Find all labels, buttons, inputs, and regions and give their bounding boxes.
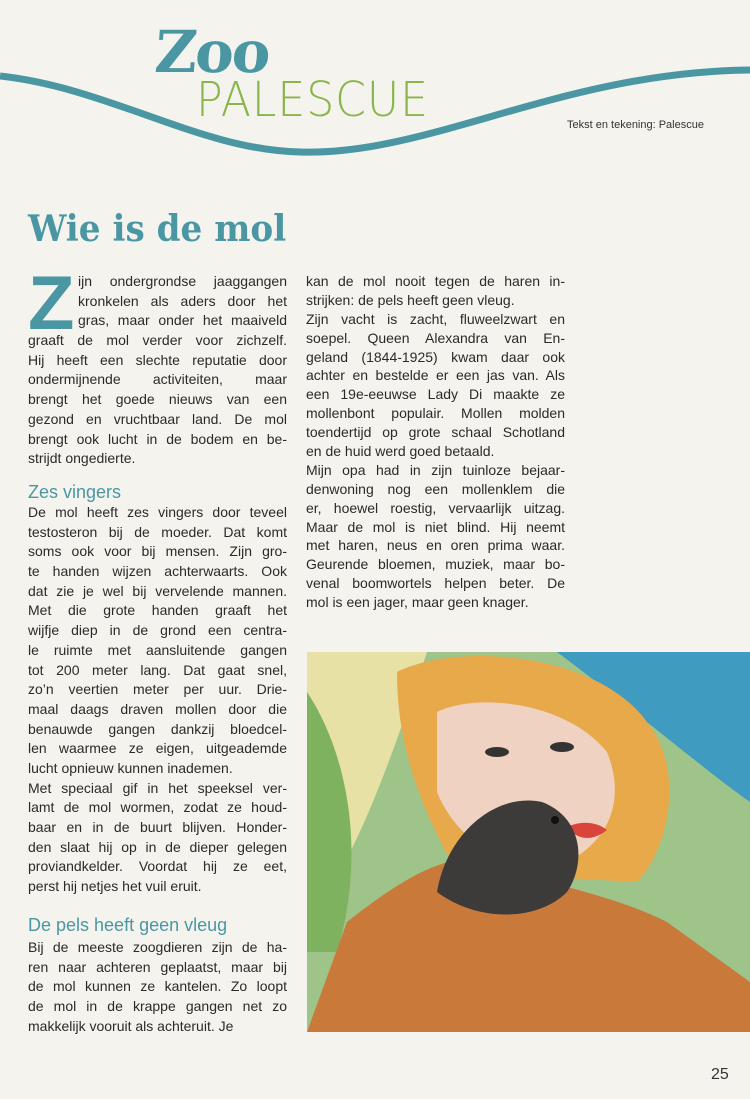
text-line: Zijn vacht is zacht, fluweelzwart en: [306, 310, 565, 327]
text-line: er, hoewel roestig, vervaarlijk uitzag.: [306, 499, 565, 516]
text-line: soepel. Queen Alexandra van En-: [306, 329, 565, 346]
text-line: soms ook voor bij mensen. Zijn gro-: [28, 543, 287, 560]
text-line: Geurende bloemen, muziek, maar bo-: [306, 556, 565, 573]
text-line: lucht opnieuw kunnen inademen.: [28, 759, 233, 776]
text-line: brengt het goede nieuws van een: [28, 391, 287, 408]
text-line: een 19e-eeuwse Lady Di maakte ze: [306, 386, 565, 403]
section-pels-right: [306, 272, 565, 612]
page-number: 25: [711, 1066, 729, 1083]
heading-pels: De pels heeft geen vleug: [28, 915, 228, 935]
text-line: ondermijnende activiteiten, maar: [28, 371, 287, 388]
text-line: dat zie je wel bij vervelende mannen.: [28, 582, 287, 599]
logo-zoo: Zoo: [152, 18, 272, 86]
text-line: achter en bestelde er een jas van. Als: [306, 367, 565, 384]
text-line: strijken: de pels heeft geen vleug.: [306, 291, 515, 308]
text-line: tot 200 meter lang. Dat gaat snel,: [28, 661, 287, 678]
credit-line: Tekst en tekening: Palescue: [567, 119, 704, 131]
text-line: kronkelen als aders door het: [78, 292, 287, 309]
text-line: venal boomwortels helpen beter. De: [306, 575, 565, 592]
text-line: Met speciaal gif in het speeksel ver-: [28, 779, 287, 796]
text-line: de mol kunnen ze kantelen. Zo loopt: [28, 978, 287, 995]
text-line: maal daags draven mollen door die: [28, 700, 287, 717]
text-line: denwoning nog een mollenklem die: [306, 480, 565, 497]
text-line: toendertijd op grote schaal Schotland: [306, 424, 565, 441]
text-line: brengt ook lucht in de bodem en be-: [28, 430, 287, 447]
text-line: en de huid werd goed betaald.: [306, 443, 495, 460]
text-line: Hij heeft een slechte reputatie door: [28, 351, 287, 368]
text-line: gezond en vruchtbaar land. De mol: [28, 410, 287, 427]
text-line: De mol heeft zes vingers door teveel: [28, 504, 287, 520]
text-line: lamt de mol wormen, zodat ze houd-: [28, 799, 287, 816]
text-line: geland (1844-1925) kwam daar ook: [306, 348, 565, 365]
article-title: Wie is de mol: [28, 208, 287, 250]
text-line: Mijn opa had in zijn tuinloze bejaar-: [306, 461, 565, 478]
text-line: makkelijk vooruit als achteruit. Je: [28, 1017, 234, 1034]
text-line: gras, maar onder het maaiveld: [78, 312, 287, 329]
text-line: ren naar achteren geplaatst, maar bij: [28, 958, 287, 975]
text-line: strijdt ongedierte.: [28, 450, 136, 467]
text-line: mollenbont populair. Mollen molden: [306, 405, 565, 422]
text-line: len waarmee ze eigen, uitgeademde: [28, 740, 287, 757]
text-line: le ruimte met aansluitende gangen: [28, 641, 287, 658]
text-line: Maar de mol is niet blind. Hij neemt: [306, 518, 565, 535]
text-line: met haren, neus en oren prima waar.: [306, 537, 565, 554]
text-line: te handen wijzen achterwaarts. Ook: [28, 563, 287, 580]
text-line: perst hij netjes het vuil eruit.: [28, 878, 202, 895]
text-line: wijfje diep in de grond een centra-: [28, 622, 287, 639]
text-line: benauwde gangen dankzij bloedcel-: [28, 720, 287, 737]
text-line: zo’n veertien meter per uur. Drie-: [28, 681, 287, 698]
section-pels-left: [28, 938, 287, 1036]
mole-illustration: [307, 652, 750, 1032]
section-zes-vingers: [28, 503, 287, 897]
text-line: Met die grote handen graaft het: [28, 602, 287, 619]
drop-cap: Z: [28, 261, 75, 346]
text-line: kan de mol nooit tegen de haren in-: [306, 273, 565, 289]
text-line: de mol in de krappe gangen net zo: [28, 998, 287, 1015]
text-line: mol is een jager, maar geen knager.: [306, 594, 529, 611]
text-line: ijn ondergrondse jaaggangen: [78, 273, 287, 289]
logo-palescue: PALESCUE: [196, 72, 429, 128]
text-line: proviandkelder. Voordat hij ze eet,: [28, 858, 287, 875]
text-line: Bij de meeste zoogdieren zijn de ha-: [28, 939, 287, 955]
text-line: graaft de mol verder voor zichzelf.: [28, 332, 287, 349]
text-line: den slaat hij op in de dieper gelegen: [28, 838, 287, 855]
intro-paragraph: [28, 272, 287, 469]
text-line: testosteron bij de moeder. Dat komt: [28, 523, 287, 540]
heading-zes-vingers: Zes vingers: [28, 482, 122, 502]
text-line: baar en in de buurt blijven. Honder-: [28, 819, 287, 835]
